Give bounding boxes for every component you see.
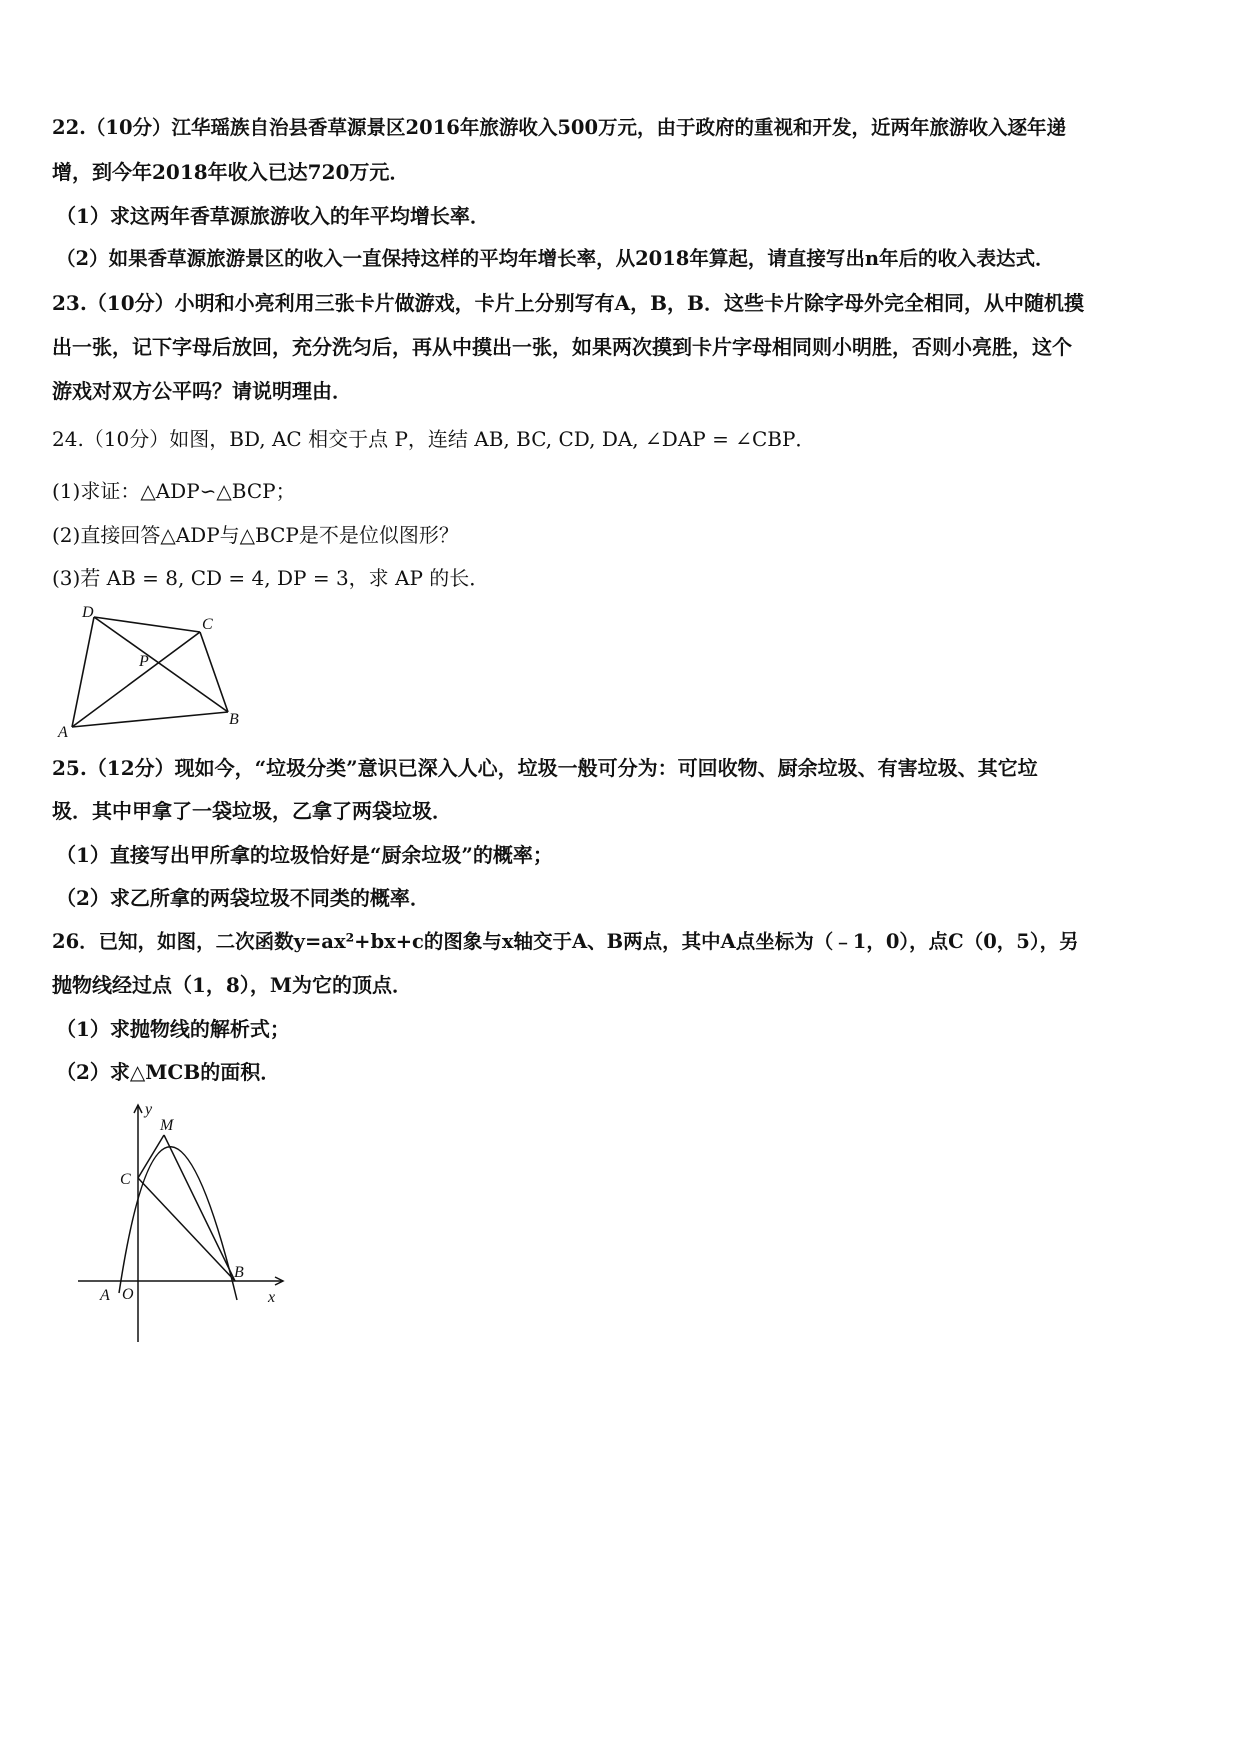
label-c: C xyxy=(202,616,213,633)
q22-line-2: 增，到今年2018年收入已达720万元． xyxy=(52,160,410,184)
q24-quadrilateral-figure xyxy=(52,600,262,740)
q24-line-2: (1)求证：△ADP∽△BCP； xyxy=(52,479,296,503)
label-d: D xyxy=(82,604,94,621)
side-cb xyxy=(200,632,228,712)
q25-line-2: 圾．其中甲拿了一袋垃圾，乙拿了两袋垃圾． xyxy=(52,799,452,823)
q22-line-4: （2）如果香草源旅游景区的收入一直保持这样的平均年增长率，从2018年算起，请直接写出n年后的收入表达式． xyxy=(56,247,1055,270)
q26-parabola-figure xyxy=(70,1095,300,1350)
q23-line-2: 出一张，记下字母后放回，充分洗匀后，再从中摸出一张，如果两次摸到卡片字母相同则小明胜，否则小亮胜，这个 xyxy=(52,335,1072,359)
q23-line-1: 23.（10分）小明和小亮利用三张卡片做游戏，卡片上分别写有A，B，B．这些卡片除字母外完全相同，从中随机摸 xyxy=(52,291,1084,315)
segment-cm xyxy=(138,1135,164,1178)
label-b: B xyxy=(229,711,239,728)
side-da xyxy=(72,617,94,727)
label-b: B xyxy=(234,1264,244,1281)
q24-line-4: (3)若 AB = 8, CD = 4, DP = 3，求 AP 的长． xyxy=(52,566,490,590)
label-m: M xyxy=(160,1117,174,1134)
side-dc xyxy=(94,617,200,632)
label-y: y xyxy=(145,1101,153,1118)
parabola-curve xyxy=(119,1147,237,1300)
segment-mb xyxy=(164,1135,235,1281)
q26-line-3: （1）求抛物线的解析式； xyxy=(56,1017,290,1041)
q23-line-3: 游戏对双方公平吗？请说明理由． xyxy=(52,379,352,403)
q26-line-2: 抛物线经过点（1，8），M为它的顶点． xyxy=(52,973,412,997)
q26-line-4: （2）求△MCB的面积． xyxy=(56,1060,281,1084)
q24-line-1: 24.（10分）如图，BD, AC 相交于点 P，连结 AB, BC, CD, DA, ∠DAP = ∠CBP． xyxy=(52,427,816,451)
label-a: A xyxy=(58,724,68,740)
segment-cb xyxy=(138,1178,235,1281)
q22-line-3: （1）求这两年香草源旅游收入的年平均增长率． xyxy=(56,204,490,228)
label-a: A xyxy=(100,1287,110,1304)
label-c: C xyxy=(120,1171,131,1188)
label-o: O xyxy=(122,1286,134,1303)
label-p: P xyxy=(139,653,149,670)
label-x: x xyxy=(268,1289,276,1306)
q24-line-3: (2)直接回答△ADP与△BCP是不是位似图形？ xyxy=(52,523,459,547)
q26-line-1: 26．已知，如图，二次函数y=ax²+bx+c的图象与x轴交于A、B两点，其中A点坐标为（﹣1，0），点C（0，5），另 xyxy=(52,930,1079,953)
q25-line-1: 25.（12分）现如今，“垃圾分类”意识已深入人心，垃圾一般可分为：可回收物、厨余垃圾、有害垃圾、其它垃 xyxy=(52,756,1038,780)
side-ab xyxy=(72,712,228,727)
q25-line-4: （2）求乙所拿的两袋垃圾不同类的概率． xyxy=(56,886,430,910)
q22-line-1: 22.（10分）江华瑶族自治县香草源景区2016年旅游收入500万元，由于政府的重视和开发，近两年旅游收入逐年递 xyxy=(52,116,1067,139)
q25-line-3: （1）直接写出甲所拿的垃圾恰好是“厨余垃圾”的概率； xyxy=(56,843,553,867)
